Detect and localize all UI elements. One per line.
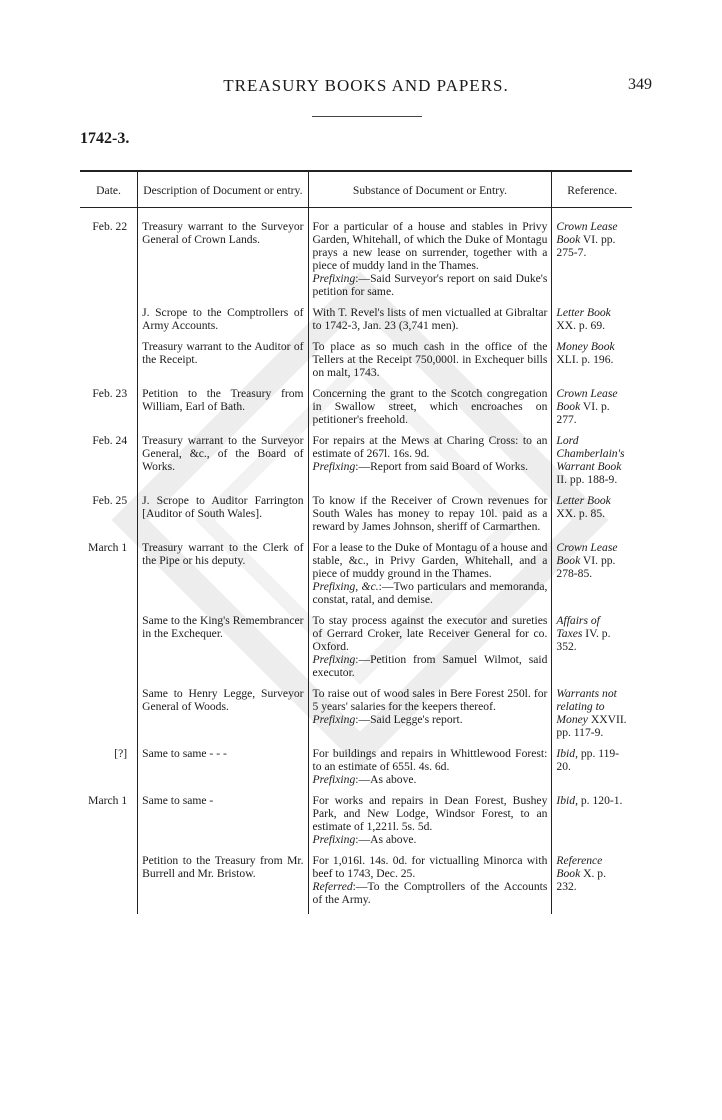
substance-text: For buildings and repairs in Whittlewood Forest: to an estimate of 655l. 4s. 6d. xyxy=(312,747,548,773)
entry-description: J. Scrope to Auditor Farrington [Auditor of South Wales]. xyxy=(138,494,308,541)
entry-description: Petition to the Treasury from Mr. Burrell and Mr. Bristow. xyxy=(138,854,308,914)
note-label: Prefixing xyxy=(312,773,356,786)
page-number: 349 xyxy=(628,76,652,93)
note-label: Prefixing xyxy=(312,713,356,726)
header-rule xyxy=(312,116,422,117)
table-row xyxy=(80,614,632,687)
reference-book: Affairs of Taxes xyxy=(556,614,600,640)
reference-location: VI. pp. 278-85. xyxy=(556,554,616,580)
note-label: Prefixing xyxy=(312,460,356,473)
table-row xyxy=(80,794,632,854)
column-header-substance: Substance of Document or Entry. xyxy=(308,171,552,208)
reference-location: II. pp. 188-9. xyxy=(556,473,618,486)
reference-location: VI. pp. 275-7. xyxy=(556,233,616,259)
note-label: Referred xyxy=(312,880,353,893)
ledger-body xyxy=(80,208,632,915)
substance-text: For repairs at the Mews at Charing Cross: to an estimate of 267l. 16s. 9d. xyxy=(312,434,548,460)
reference-location: XXVII. pp. 117-9. xyxy=(556,713,627,739)
note-text: :—Said Legge's report. xyxy=(355,713,463,726)
substance-note xyxy=(313,833,548,846)
entry-reference xyxy=(552,687,632,747)
entry-date: Feb. 23 xyxy=(92,387,128,400)
substance-note xyxy=(313,460,548,473)
entry-date xyxy=(80,687,138,747)
reference-book: Ibid xyxy=(556,794,576,807)
reference-book: Lord Chamberlain's Warrant Book xyxy=(556,434,625,473)
table-row xyxy=(80,541,632,614)
note-label: Prefixing, &c. xyxy=(312,580,379,593)
entry-reference xyxy=(552,306,632,340)
entry-date: Feb. 25 xyxy=(92,494,128,507)
reference-book: Letter Book xyxy=(556,494,611,507)
entry-description: Same to same - - - xyxy=(138,747,308,794)
entry-date xyxy=(80,340,138,387)
entry-date: Feb. 22 xyxy=(92,220,128,233)
entry-date xyxy=(80,854,138,914)
entry-substance xyxy=(308,794,552,854)
running-title: TREASURY BOOKS AND PAPERS. xyxy=(223,76,509,95)
note-text: :—Said Surveyor's report on said Duke's petition for same. xyxy=(312,272,548,298)
entry-date: [?] xyxy=(114,747,128,760)
entry-description: Same to Henry Legge, Surveyor General of Woods. xyxy=(138,687,308,747)
entry-reference xyxy=(552,747,632,794)
entry-description: Petition to the Treasury from William, Earl of Bath. xyxy=(138,387,308,434)
entry-description: Treasury warrant to the Surveyor General of Crown Lands. xyxy=(138,208,308,307)
entry-reference xyxy=(552,794,632,854)
substance-text: For a particular of a house and stables in Privy Garden, Whitehall, of which the Duke of Montagu prays a new lease on surrender, together with a piece of muddy land in the Thames. xyxy=(312,220,548,272)
entry-reference xyxy=(552,614,632,687)
entry-description: Same to the King's Remembrancer in the Exchequer. xyxy=(138,614,308,687)
column-header-reference: Reference. xyxy=(552,171,632,208)
entry-reference xyxy=(552,494,632,541)
reference-book: Crown Lease Book xyxy=(556,387,618,413)
entry-substance xyxy=(308,387,552,434)
note-text: :—Two particulars and memoranda, constat, ratal, and demise. xyxy=(312,580,548,606)
entry-reference xyxy=(552,387,632,434)
reference-location: VI. p. 277. xyxy=(556,400,610,426)
reference-book: Crown Lease Book xyxy=(556,220,618,246)
entry-substance xyxy=(308,208,552,307)
reference-book: Ibid xyxy=(556,747,576,760)
reference-book: Letter Book xyxy=(556,306,611,319)
substance-text: For works and repairs in Dean Forest, Bushey Park, and New Lodge, Windsor Forest, to an estimate of 1,221l. 5s. 5d. xyxy=(312,794,548,833)
note-label: Prefixing xyxy=(312,833,356,846)
reference-location: XX. p. 69. xyxy=(556,319,606,332)
entry-substance xyxy=(308,854,552,914)
entry-substance xyxy=(308,541,552,614)
reference-location: IV. p. 352. xyxy=(556,627,611,653)
substance-note xyxy=(313,773,548,786)
note-text: :—As above. xyxy=(355,833,417,846)
entry-description: Treasury warrant to the Clerk of the Pipe or his deputy. xyxy=(138,541,308,614)
entry-description: Treasury warrant to the Auditor of the Receipt. xyxy=(138,340,308,387)
substance-note xyxy=(313,880,548,906)
table-header-row xyxy=(80,171,632,208)
table-row xyxy=(80,208,632,307)
substance-text: With T. Revel's lists of men victualled at Gibraltar to 1742-3, Jan. 23 (3,741 men). xyxy=(312,306,548,332)
entry-date: March 1 xyxy=(88,541,128,554)
substance-text: To raise out of wood sales in Bere Forest 250l. for 5 years' salaries for the keepers thereof. xyxy=(312,687,548,713)
column-header-date: Date. xyxy=(80,171,138,208)
entry-reference xyxy=(552,854,632,914)
entry-description: J. Scrope to the Comptrollers of Army Accounts. xyxy=(138,306,308,340)
reference-location: , p. 120-1. xyxy=(575,794,623,807)
entry-substance xyxy=(308,747,552,794)
note-text: :—Petition from Samuel Wilmot, said executor. xyxy=(312,653,548,679)
table-row xyxy=(80,747,632,794)
note-text: :—As above. xyxy=(355,773,417,786)
reference-book: Reference Book xyxy=(556,854,603,880)
reference-book: Crown Lease Book xyxy=(556,541,618,567)
entry-substance xyxy=(308,614,552,687)
substance-note xyxy=(313,272,548,298)
entry-substance xyxy=(308,306,552,340)
substance-text: To know if the Receiver of Crown revenues for South Wales has money to repay 10l. paid as a reward by James Johnson, sheriff of Carmarthen. xyxy=(312,494,548,533)
table-row xyxy=(80,387,632,434)
substance-text: Concerning the grant to the Scotch congregation in Swallow street, which encroaches on petitioner's freehold. xyxy=(312,387,548,426)
reference-location: X. p. 232. xyxy=(556,867,606,893)
entry-date: Feb. 24 xyxy=(92,434,128,447)
page-header xyxy=(80,76,652,100)
table-row xyxy=(80,494,632,541)
reference-location: , pp. 119-20. xyxy=(556,747,620,773)
reference-book: Warrants not relating to Money xyxy=(556,687,617,726)
note-text: :—To the Comptrollers of the Accounts of the Army. xyxy=(312,880,548,906)
column-header-description: Description of Document or entry. xyxy=(138,171,308,208)
table-row xyxy=(80,434,632,494)
note-label: Prefixing xyxy=(312,653,356,666)
table-row xyxy=(80,854,632,914)
note-text: :—Report from said Board of Works. xyxy=(355,460,528,473)
year-heading: 1742-3. xyxy=(80,130,130,147)
substance-note xyxy=(313,713,548,726)
table-row xyxy=(80,340,632,387)
ledger-table xyxy=(80,170,632,914)
substance-text: To place as so much cash in the office of the Tellers at the Receipt 750,000l. in Exchequer bills on malt, 1743. xyxy=(312,340,548,379)
entry-date: March 1 xyxy=(88,794,128,807)
entry-substance xyxy=(308,494,552,541)
entry-reference xyxy=(552,340,632,387)
substance-note xyxy=(313,653,548,679)
entry-date xyxy=(80,306,138,340)
entry-date xyxy=(80,614,138,687)
reference-location: XX. p. 85. xyxy=(556,507,606,520)
reference-location: XLI. p. 196. xyxy=(556,353,614,366)
entry-substance xyxy=(308,340,552,387)
table-row xyxy=(80,687,632,747)
table-row xyxy=(80,306,632,340)
entry-description: Same to same - xyxy=(138,794,308,854)
entry-substance xyxy=(308,687,552,747)
entry-substance xyxy=(308,434,552,494)
substance-text: To stay process against the executor and sureties of Gerrard Croker, late Receiver General for co. Oxford. xyxy=(312,614,548,653)
entry-reference xyxy=(552,208,632,307)
substance-note xyxy=(313,580,548,606)
reference-book: Money Book xyxy=(556,340,615,353)
note-label: Prefixing xyxy=(312,272,356,285)
entry-reference xyxy=(552,541,632,614)
entry-reference xyxy=(552,434,632,494)
entry-description: Treasury warrant to the Surveyor General, &c., of the Board of Works. xyxy=(138,434,308,494)
substance-text: For a lease to the Duke of Montagu of a house and stable, &c., in Privy Garden, Whitehall, and a piece of muddy ground in the Thames. xyxy=(312,541,548,580)
substance-text: For 1,016l. 14s. 0d. for victualling Minorca with beef to 1743, Dec. 25. xyxy=(312,854,548,880)
